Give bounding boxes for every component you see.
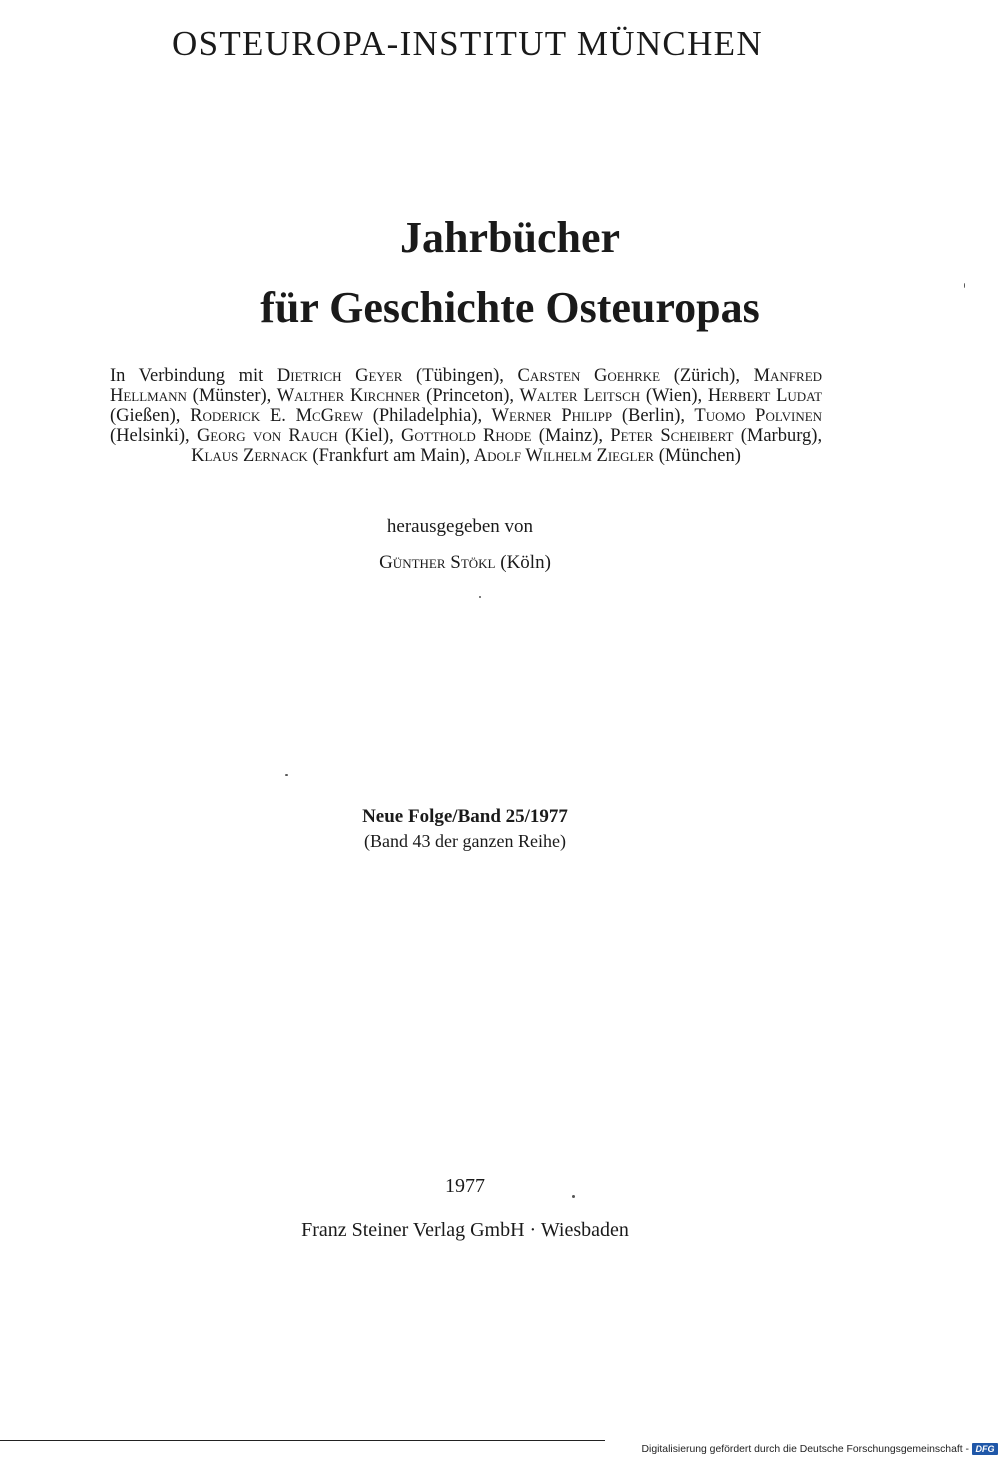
volume-line-2: (Band 43 der ganzen Reihe) xyxy=(364,831,566,851)
collaborator-name: Tuomo Polvinen xyxy=(694,406,823,426)
footer-text: Digitalisierung gefördert durch die Deutsche Forschungsgemeinschaft - xyxy=(641,1443,969,1455)
collaborator-place: (Princeton), xyxy=(426,386,515,406)
collaborator-place: (Frankfurt am Main), xyxy=(312,446,471,466)
editor-label: herausgegeben von xyxy=(386,516,534,537)
collaborator-name: Carsten Goehrke xyxy=(517,366,661,386)
scan-speck xyxy=(285,774,288,776)
scan-speck xyxy=(479,596,481,598)
collaborator-place: (München) xyxy=(658,446,741,466)
collaborator-name: Klaus Zernack xyxy=(191,446,308,466)
collaborator-place: (Zürich), xyxy=(673,366,740,386)
collaborator-place: (Wien), xyxy=(645,386,703,406)
collaborator-name: Dietrich Geyer xyxy=(276,366,403,386)
digitization-footer xyxy=(600,1441,998,1457)
collaborator-place: (Gießen), xyxy=(110,406,181,426)
collaborator-name: Manfred Hellmann xyxy=(110,366,823,406)
collaborator-name: Adolf Wilhelm Ziegler xyxy=(473,446,655,466)
collaborator-place: (Münster), xyxy=(192,386,272,406)
publisher-line: Franz Steiner Verlag GmbH · Wiesbaden xyxy=(301,1219,629,1241)
collaborator-place: (Mainz), xyxy=(538,426,603,446)
collaborator-name: Gotthold Rhode xyxy=(401,426,532,446)
collaborator-name: Herbert Ludat xyxy=(707,386,823,406)
scan-speck xyxy=(572,1195,575,1198)
collaborator-name: Peter Scheibert xyxy=(610,426,734,446)
institute-heading: OSTEUROPA-INSTITUT MÜNCHEN xyxy=(172,24,763,63)
collaborator-place: (Tübingen), xyxy=(416,366,504,386)
scan-speck xyxy=(964,283,965,288)
journal-title-line-2: für Geschichte Osteuropas xyxy=(260,283,760,332)
collaborator-name: Walter Leitsch xyxy=(519,386,641,406)
footer-rule xyxy=(0,1440,605,1441)
collaborator-place: (Helsinki), xyxy=(110,426,190,446)
editor-line xyxy=(330,552,600,574)
collaborators-paragraph xyxy=(110,366,822,466)
collaborator-name: Roderick E. McGrew xyxy=(190,406,363,426)
volume-line-1: Neue Folge/Band 25/1977 xyxy=(362,806,568,827)
collaborator-place: (Marburg), xyxy=(740,426,823,446)
collaborators-intro: In Verbindung mit xyxy=(110,366,264,386)
publication-year: 1977 xyxy=(445,1175,485,1197)
collaborator-place: (Berlin), xyxy=(621,406,686,426)
editor-name: Günther Stökl xyxy=(379,552,496,573)
dfg-logo: DFG xyxy=(972,1443,998,1455)
collaborator-place: (Kiel), xyxy=(344,426,394,446)
editor-place: (Köln) xyxy=(500,552,551,573)
collaborator-name: Werner Philipp xyxy=(491,406,613,426)
collaborator-name: Georg von Rauch xyxy=(196,426,338,446)
collaborator-name: Walther Kirchner xyxy=(276,386,421,406)
collaborator-place: (Philadelphia), xyxy=(372,406,483,426)
journal-title-line-1: Jahrbücher xyxy=(400,213,620,262)
